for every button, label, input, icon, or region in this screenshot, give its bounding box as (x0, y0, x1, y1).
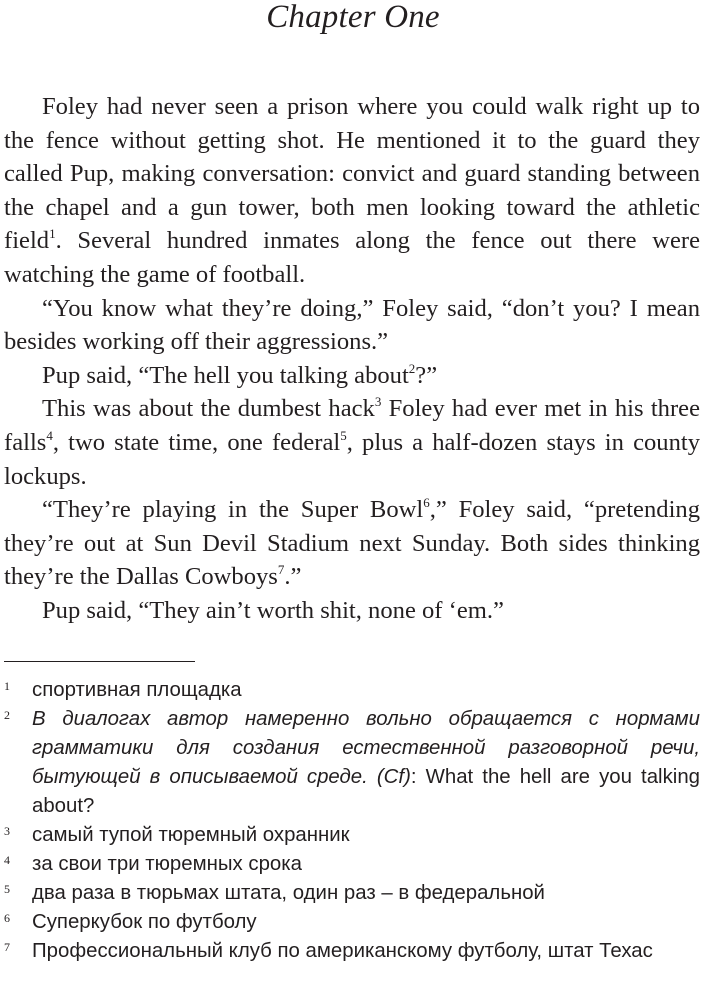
body-text (4, 90, 700, 628)
footnote-item (4, 908, 700, 937)
footnote-ref: 6 (423, 495, 430, 511)
footnote-ref: 5 (340, 427, 347, 443)
paragraph-text: , plus a half-dozen stays in county lockups. (4, 428, 701, 490)
footnote-item (4, 821, 700, 850)
footnote-divider (4, 661, 195, 662)
footnote-text: спортивная площадка (32, 679, 242, 701)
paragraph (4, 392, 700, 493)
footnote-text: два раза в тюрьмах штата, один раз – в федеральной (32, 882, 545, 904)
footnote-number: 1 (4, 679, 10, 693)
footnote-item (4, 937, 700, 966)
footnote-number: 7 (4, 940, 10, 954)
paragraph: “You know what they’re doing,” Foley said, “don’t you? I mean besides working off their aggressions.” (4, 294, 700, 356)
footnote-item (4, 676, 700, 705)
paragraph (4, 359, 700, 393)
footnote-ref: 2 (408, 360, 416, 376)
paragraph-text: , two state time, one federal (52, 428, 341, 456)
paragraph-text: ,” Foley said, “pretending they’re out at Sun Devil Stadium next Sunday. Both sides thinking they’re the Dallas Cowboys (4, 496, 700, 591)
footnote-text: за свои три тюремных срока (32, 853, 302, 875)
footnote-item (4, 879, 700, 908)
paragraph-text: Foley had ever met in his three falls (4, 395, 700, 456)
footnote-text: Профессиональный клуб по американскому футболу, штат Техас (32, 940, 653, 962)
footnote-number: 6 (4, 911, 10, 925)
footnote-number: 4 (4, 853, 10, 867)
footnote-number: 3 (4, 824, 10, 838)
footnote-text: Суперкубок по футболу (32, 911, 257, 933)
footnote-ref: 7 (277, 562, 285, 578)
chapter-title: Chapter One (266, 0, 440, 35)
footnote-ref: 1 (49, 226, 56, 242)
footnote-italic-text: В диалогах автор намеренно вольно обращается с нормами грамматики для создания естественной разговорной речи, бытующей в описываемой среде. (Cf) (32, 708, 700, 788)
paragraph-text: . Several hundred inmates along the fence out there were watching the game of football. (4, 227, 700, 288)
footnote-text: : What the hell are you talking about? (32, 766, 700, 817)
paragraph-text: This was about the dumbest hack (42, 395, 375, 423)
footnote-ref: 4 (46, 427, 53, 443)
paragraph: Pup said, “They ain’t worth shit, none of ‘em.” (42, 596, 504, 624)
footnote-number: 2 (4, 708, 10, 722)
paragraph (4, 493, 700, 594)
paragraph-text: Pup said, “The hell you talking about (42, 361, 409, 389)
footnote-ref: 3 (374, 394, 382, 410)
footnote-text: самый тупой тюремный охранник (32, 824, 350, 846)
footnotes (4, 676, 700, 966)
paragraph (4, 90, 700, 292)
footnote-item (4, 850, 700, 879)
paragraph-text: “They’re playing in the Super Bowl (42, 496, 424, 524)
footnote-item (4, 705, 700, 821)
paragraph-text: Foley had never seen a prison where you could walk right up to the fence without getting shot. He mentioned it to the guard they called Pup, making conversation: convict and guard standing between the chapel and a gun tower, both men looking toward the athletic field (4, 93, 700, 255)
paragraph-text: ?” (415, 361, 438, 389)
footnote-number: 5 (4, 882, 10, 896)
paragraph-text: .” (284, 563, 302, 591)
